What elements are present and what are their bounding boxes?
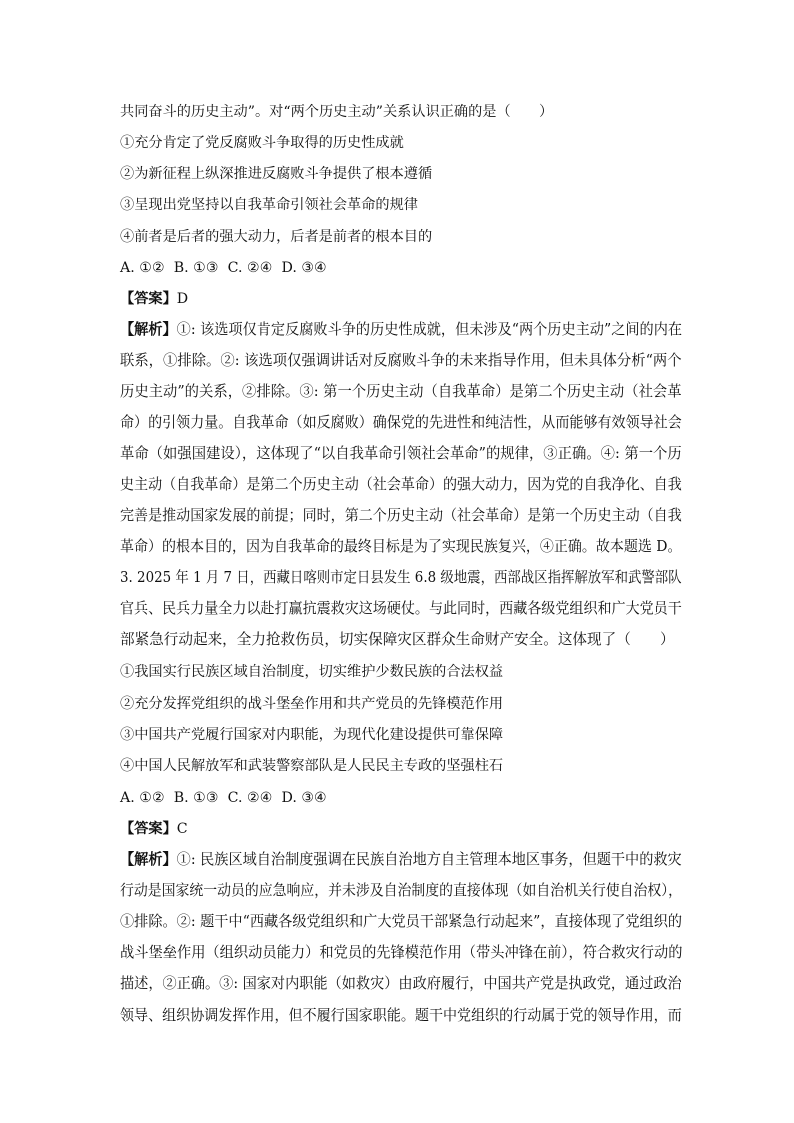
q3-choices: A. ①② B. ①③ C. ②④ D. ③④ — [120, 790, 327, 806]
q3-analysis-line — [120, 850, 682, 870]
answer-label: 【答案】 — [120, 291, 177, 307]
analysis-text: ①: 民族区域自治制度强调在民族自治地方自主管理本地区事务，但题干中的救灾 — [176, 851, 682, 868]
q3-option-3: ③中国共产党履行国家对内职能，为现代化建设提供可靠保障 — [120, 727, 504, 743]
q3-option-1: ①我国实行民族区域自治制度，切实维护少数民族的合法权益 — [120, 664, 504, 680]
answer-value: C — [176, 821, 188, 837]
q2-option-1: ①充分肯定了党反腐败斗争取得的历史性成就 — [120, 135, 404, 151]
q2-stem-tail: 共同奋斗的历史主动”。对“两个历史主动”关系认识正确的是（ ） — [120, 104, 554, 120]
q3-analysis-line: 领导、组织协调发挥作用，但不履行国家职能。题干中党组织的行动属于党的领导作用，而 — [120, 1007, 682, 1024]
q3-analysis-line: 描述，②正确。③: 国家对内职能（如救灾）由政府履行，中国共产党是执政党，通过政治 — [120, 975, 682, 992]
q3-stem-line: 部紧急行动起来，全力抢救伤员，切实保障灾区群众生命财产安全。这体现了（ ） — [120, 631, 675, 648]
q2-analysis-line: 完善是推动国家发展的前提；同时，第二个历史主动（社会革命）是第一个历史主动（自我 — [120, 507, 682, 524]
q2-analysis-line: 革命）的根本目的，因为自我革命的最终目标是为了实现民族复兴，④正确。故本题选 D。 — [120, 538, 682, 555]
q3-analysis-line: 战斗堡垒作用（组织动员能力）和党员的先锋模范作用（带头冲锋在前），符合救灾行动的 — [120, 944, 683, 961]
q2-analysis-line: 联系，①排除。②: 该选项仅强调讲话对反腐败斗争的未来指导作用，但未具体分析“两个 — [120, 352, 682, 369]
q2-answer — [120, 289, 188, 309]
q3-analysis-line: ①排除。②: 题干中“西藏各级党组织和广大党员干部紧急行动起来”，直接体现了党组织的 — [120, 913, 683, 930]
q3-option-4: ④中国人民解放军和武装警察部队是人民民主专政的坚强柱石 — [120, 758, 504, 774]
q2-choices: A. ①② B. ①③ C. ②④ D. ③④ — [120, 260, 327, 276]
q2-option-3: ③呈现出党坚持以自我革命引领社会革命的规律 — [120, 197, 418, 213]
q2-option-2: ②为新征程上纵深推进反腐败斗争提供了根本遵循 — [120, 166, 433, 182]
q2-option-4: ④前者是后者的强大动力，后者是前者的根本目的 — [120, 229, 433, 245]
analysis-label: 【解析】 — [120, 321, 177, 338]
q2-analysis-line: 革命（如强国建设），这体现了“以自我革命引领社会革命”的规律，③正确。④: 第一个历 — [120, 445, 682, 462]
q3-answer — [120, 819, 188, 839]
q3-analysis-line: 行动是国家统一动员的应急响应，并未涉及自治制度的直接体现（如自治机关行使自治权）， — [120, 882, 683, 899]
answer-value: D — [176, 291, 189, 307]
q3-stem-line: 3. 2025 年 1 月 7 日，西藏日喀则市定日县发生 6.8 级地震，西部战区指挥解放军和武警部队 — [120, 569, 682, 586]
q3-option-2: ②充分发挥党组织的战斗堡垒作用和共产党员的先锋模范作用 — [120, 696, 504, 712]
q2-analysis-line — [120, 320, 682, 340]
analysis-label: 【解析】 — [120, 851, 177, 868]
analysis-text: ①: 该选项仅肯定反腐败斗争的历史性成就，但未涉及“两个历史主动”之间的内在 — [176, 321, 683, 338]
q2-analysis-line: 命）的引领力量。自我革命（如反腐败）确保党的先进性和纯洁性，从而能够有效领导社会 — [120, 414, 682, 431]
q2-analysis-line: 史主动（自我革命）是第二个历史主动（社会革命）的强大动力，因为党的自我净化、自我 — [120, 476, 682, 493]
answer-label: 【答案】 — [120, 821, 177, 837]
q2-analysis-line: 历史主动”的关系，②排除。③: 第一个历史主动（自我革命）是第二个历史主动（社会革 — [120, 383, 682, 400]
q3-stem-line: 官兵、民兵力量全力以赴打赢抗震救灾这场硬仗。与此同时，西藏各级党组织和广大党员干 — [120, 600, 682, 617]
